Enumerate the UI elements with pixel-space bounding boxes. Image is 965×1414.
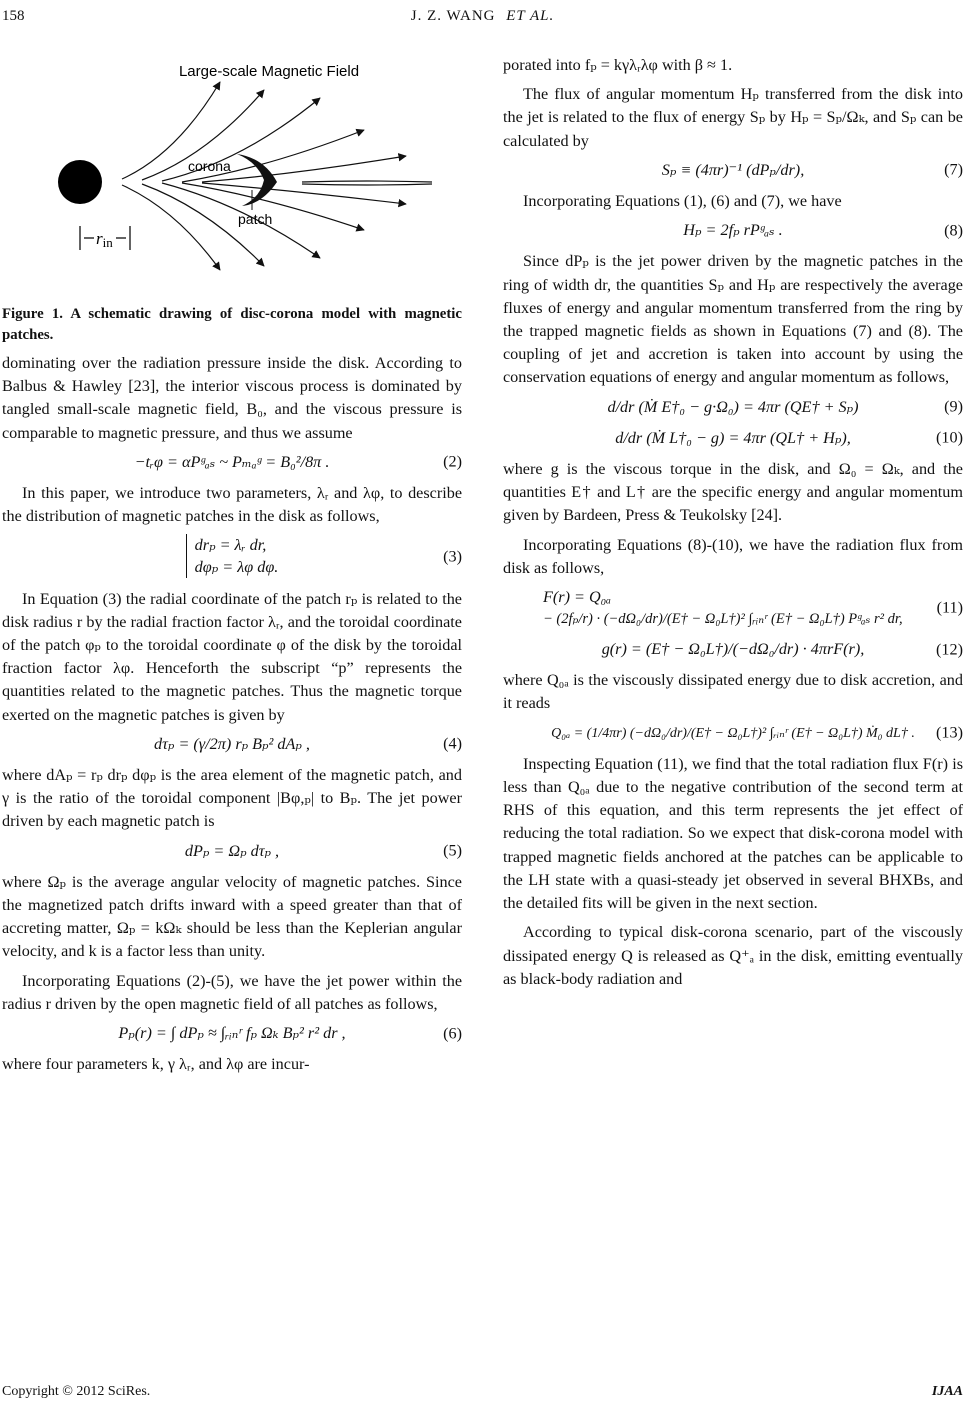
equation-number: (2) (443, 452, 462, 471)
equation-6 (2, 1022, 462, 1045)
equation-number: (4) (443, 734, 462, 753)
equation-body: Hₚ = 2fₚ rPᵍₐₛ . (683, 221, 783, 240)
journal-name: IJAA (931, 1384, 963, 1399)
patch-label: patch (238, 211, 273, 227)
equation-number: (13) (936, 723, 963, 742)
paragraph: According to typical disk-corona scenario, part of the viscously dissipated energy Q is released as Q⁺ₐ in the disk, emitting eventually as black-body radiation and (503, 923, 963, 988)
equation-2 (2, 451, 462, 474)
equation-7 (503, 159, 963, 182)
disc-corona-diagram (2, 54, 462, 274)
page-header (0, 8, 965, 30)
equation-line: F(r) = Q₀ₐ (543, 588, 612, 607)
equation-body: Pₚ(r) = ∫ dPₚ ≈ ∫ᵣᵢₙʳ fₚ Ωₖ Bₚ² r² dr , (118, 1024, 346, 1043)
corona-label: corona (188, 158, 231, 174)
equation-body: Sₚ ≡ (4πr)⁻¹ (dPₚ/dr), (661, 160, 805, 179)
equation-number: (6) (443, 1024, 462, 1043)
equation-number: (11) (936, 598, 963, 617)
paragraph: In Equation (3) the radial coordinate of the patch rₚ is related to the disk radius r by the radial fraction factor λᵣ, and the toroidal coordinate of the patch φₚ to the toroidal coordinate φ of the disk by the toroidal fraction factor λφ. Henceforth the subscript “p” represents the quantities related to the magnetic patches. Thus the magnetic torque exerted on the magnetic patches is given by (2, 589, 462, 724)
running-head (0, 8, 965, 25)
equation-4 (2, 733, 462, 756)
paragraph: In this paper, we introduce two parameters, λᵣ and λφ, to describe the distribution of magnetic patches in the disk as follows, (2, 484, 462, 526)
rin-label: rin (96, 229, 113, 250)
equation-body: dτₚ = (γ/2π) rₚ Bₚ² dAₚ , (154, 734, 310, 753)
figure-1 (2, 54, 462, 274)
equation-number: (12) (936, 640, 963, 659)
equation-body: g(r) = (E† − Ω₀L†)/(−dΩ₀/dr) · 4πrF(r), (601, 640, 865, 659)
equation-body: d/dr (Ṁ L†₀ − g) = 4πr (QL† + Hₚ), (615, 428, 851, 447)
equation-10 (503, 427, 963, 450)
paragraph: Incorporating Equations (2)-(5), we have the jet power within the radius r driven by the open magnetic field of all patches as follows, (2, 971, 462, 1013)
equation-body: Q₀ₐ = (1/4πr) (−dΩ₀/dr)/(E† − Ω₀L†)² ∫ᵣᵢₙʳ (E† − Ω₀L†) Ṁ₀ dL† . (551, 725, 915, 741)
equation-number: (7) (944, 160, 963, 179)
paragraph: dominating over the radiation pressure inside the disk. According to Balbus & Hawley [23], the interior viscous process is dominated by tangled small-scale magnetic field, B₀, and the viscous pressure is comparable to magnetic pressure, and thus we assume (2, 354, 462, 442)
equation-number: (8) (944, 221, 963, 240)
figure-title: Large-scale Magnetic Field (178, 63, 360, 80)
running-authors: J. Z. WANG (410, 8, 496, 24)
paragraph: where four parameters k, γ λᵣ, and λφ are incur- (2, 1055, 310, 1074)
equation-body: −tᵣφ = αPᵍₐₛ ~ Pₘₐᵍ = B₀²/8π . (134, 452, 330, 471)
equation-9 (503, 396, 963, 419)
equation-13 (503, 722, 963, 745)
copyright: Copyright © 2012 SciRes. (2, 1384, 151, 1399)
paragraph: Incorporating Equations (1), (6) and (7), we have (523, 192, 842, 211)
paragraph: where Q₀ₐ is the viscously dissipated energy due to disk accretion, and it reads (503, 671, 963, 713)
equation-number: (10) (936, 428, 963, 447)
left-column (2, 54, 462, 1082)
equation-number: (5) (443, 841, 462, 860)
paragraph: where dAₚ = rₚ drₚ dφₚ is the area element of the magnetic patch, and γ is the ratio of the toroidal component |Bφ,ₚ| to Bₚ. The jet power driven by each magnetic patch is (2, 766, 462, 831)
equation-system (186, 534, 279, 578)
figure-caption: Figure 1. A schematic drawing of disc-corona model with magnetic patches. (2, 306, 462, 343)
paragraph: Since dPₚ is the jet power driven by the magnetic patches in the ring of width dr, the quantities Sₚ and Hₚ are respectively the average fluxes of energy and angular momentum transferred from the ring by the trapped magnetic fields as shown in Equations (7) and (8). The coupling of jet and accretion is taken into account by using the conservation equations of energy and angular momentum as follows, (503, 252, 963, 387)
right-column (503, 54, 963, 997)
running-etal: ET AL. (506, 8, 555, 24)
equation-number: (9) (944, 397, 963, 416)
equation-line: drₚ = λᵣ dr, (194, 536, 267, 555)
equation-5 (2, 840, 462, 863)
field-lines (122, 82, 432, 270)
paragraph: where Ωₚ is the average angular velocity of magnetic patches. Since the magnetized patch drifts inward with a speed greater than that of accreting matter, Ωₚ = kΩₖ should be less than the Keplerian angular velocity, and k is a factor less than unity. (2, 872, 462, 961)
page-number: 158 (2, 8, 25, 24)
paragraph: porated into fₚ = kγλᵣλφ with β ≈ 1. (503, 56, 733, 74)
paragraph: Inspecting Equation (11), we find that the total radiation flux F(r) is less than Q₀ₐ due to the negative contribution of the second term at RHS of this equation, and this term represents the jet effect of reducing the total radiation. So we expect that disk-corona model with trapped magnetic fields anchored at the patches can be applicable to the LH state with a quasi-steady jet observed in several BHXBs, and the detailed fits will be given in the next section. (503, 754, 963, 913)
equation-line: − (2fₚ/r) · (−dΩ₀/dr)/(E† − Ω₀L†)² ∫ᵣᵢₙʳ (E† − Ω₀L†) Pᵍₐₛ r² dr, (543, 611, 903, 628)
equation-11 (503, 586, 963, 630)
equation-3 (2, 534, 462, 579)
equation-12 (503, 638, 963, 661)
equation-8 (503, 219, 963, 242)
equation-body: dPₚ = Ωₚ dτₚ , (184, 841, 280, 860)
equation-number: (3) (443, 547, 462, 566)
paragraph: The flux of angular momentum Hₚ transferred from the disk into the jet is related to the flux of energy Sₚ by Hₚ = Sₚ/Ωₖ, and Sₚ can be calculated by (503, 85, 963, 150)
equation-body: d/dr (Ṁ E†₀ − g·Ω₀) = 4πr (QE† + Sₚ) (607, 397, 859, 416)
equation-body (503, 586, 963, 630)
paragraph: Incorporating Equations (8)-(10), we have the radiation flux from disk as follows, (503, 535, 963, 577)
black-hole-icon (58, 160, 102, 204)
equation-line: dφₚ = λφ dφ. (194, 558, 279, 577)
paragraph: where g is the viscous torque in the disk, and Ω₀ = Ωₖ, and the quantities E† and L† are the specific energy and angular momentum given by Bardeen, Press & Teukolsky [24]. (503, 460, 963, 525)
